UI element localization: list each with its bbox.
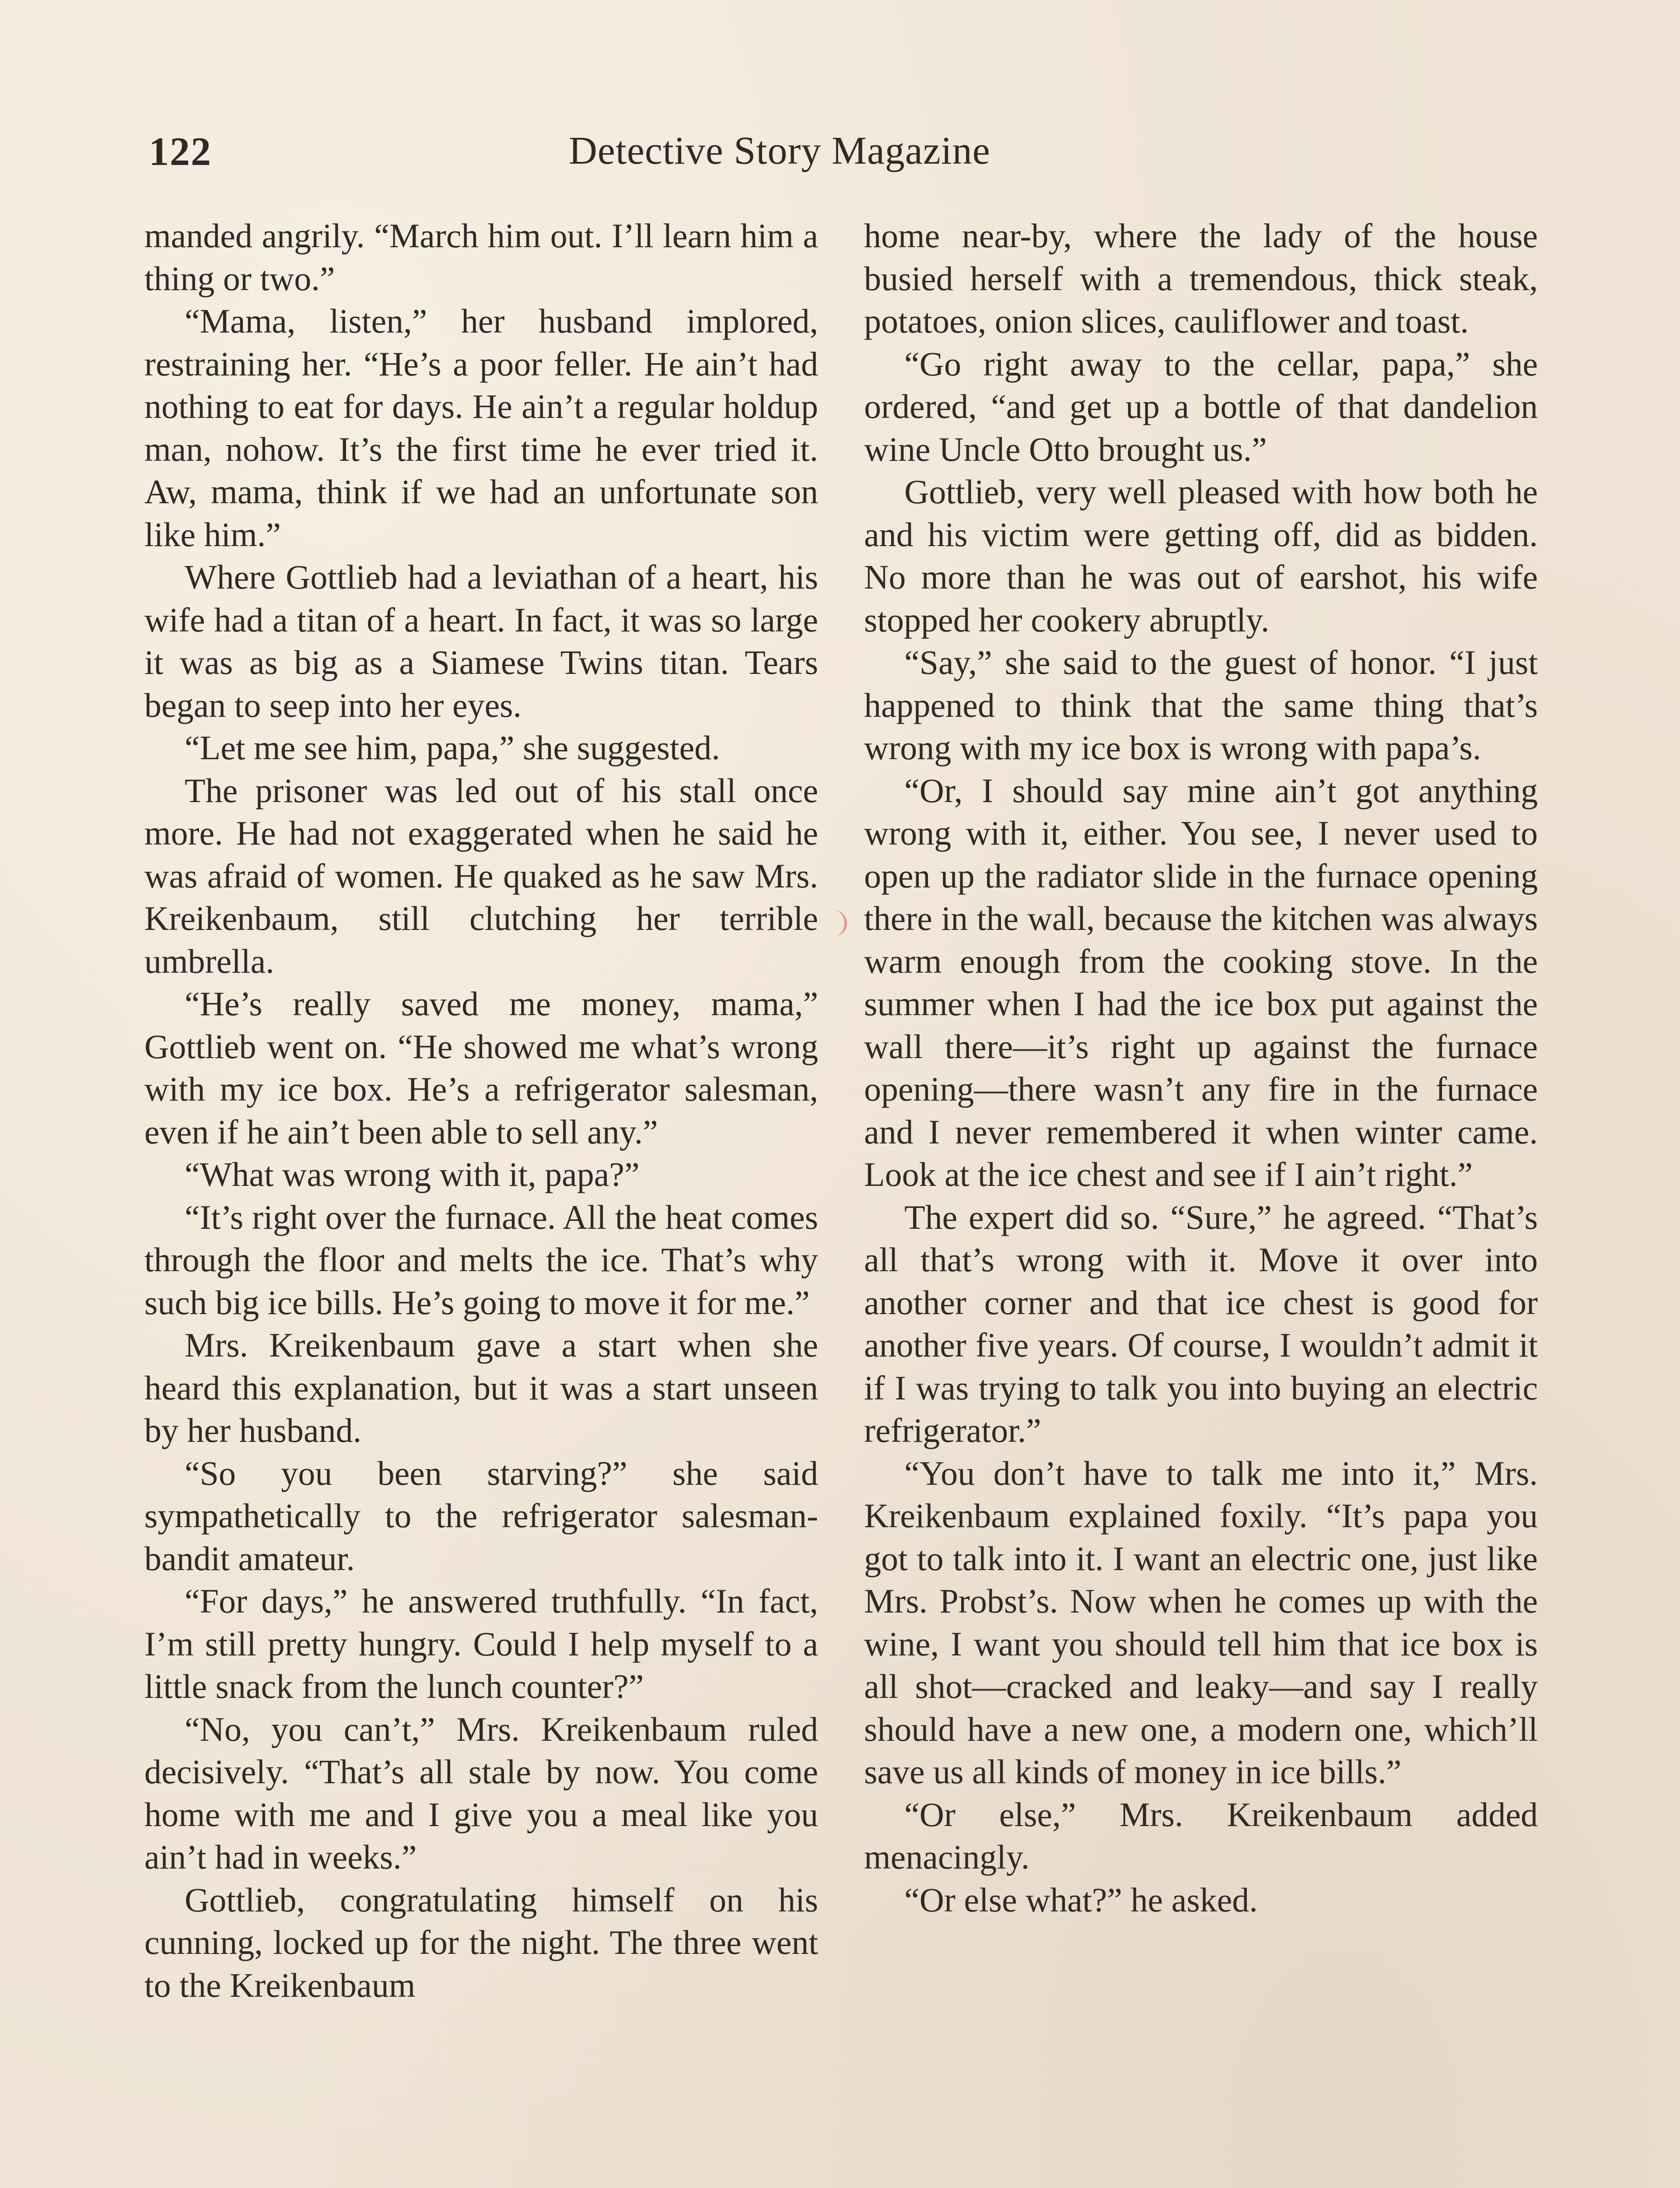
left-column bbox=[144, 214, 818, 2006]
paragraph: The prisoner was led out of his stall once more. He had not exaggerated when he said he was afraid of women. He quaked as he saw Mrs. Kreikenbaum, still clutching her terrible umbrella. bbox=[144, 771, 818, 980]
paragraph: “What was wrong with it, papa?” bbox=[185, 1155, 640, 1193]
paragraph: “So you been starving?” she said sympathetically to the refrigerator salesman-bandit amateur. bbox=[144, 1454, 818, 1578]
right-column bbox=[864, 214, 1538, 1921]
paragraph: Where Gottlieb had a leviathan of a heart, his wife had a titan of a heart. In fact, it was so large it was as big as a Siamese Twins titan. Tears began to seep into her eyes. bbox=[144, 558, 818, 724]
page-number: 122 bbox=[149, 129, 212, 174]
paragraph: Mrs. Kreikenbaum gave a start when she heard this explanation, but it was a start unseen by her husband. bbox=[144, 1326, 818, 1449]
paragraph: “It’s right over the furnace. All the heat comes through the floor and melts the ice. That’s why such big ice bills. He’s going to move it for me.” bbox=[144, 1198, 818, 1322]
paragraph: “Let me see him, papa,” she suggested. bbox=[185, 729, 720, 767]
paragraph: “Say,” she said to the guest of honor. “I just happened to think that the same thing that’s wrong with my ice box is wrong with papa’s. bbox=[864, 643, 1538, 767]
paragraph: “No, you can’t,” Mrs. Kreikenbaum ruled decisively. “That’s all stale by now. You come home with me and I give you a meal like you ain’t had in weeks.” bbox=[144, 1710, 818, 1876]
paragraph: “He’s really saved me money, mama,” Gottlieb went on. “He showed me what’s wrong with my ice box. He’s a refrigerator salesman, even if he ain’t been able to sell any.” bbox=[144, 985, 818, 1151]
running-head: Detective Story Magazine bbox=[569, 129, 990, 172]
ink-mark bbox=[827, 910, 847, 936]
paragraph: “Go right away to the cellar, papa,” she ordered, “and get up a bottle of that dandelion wine Uncle Otto brought us.” bbox=[864, 344, 1538, 468]
paragraph: “You don’t have to talk me into it,” Mrs. Kreikenbaum explained foxily. “It’s papa you got to talk into it. I want an electric one, just like Mrs. Probst’s. Now when he comes up with the wine, I want you should tell him that ice box is all shot—cracked and leaky—and say I really should have a new one, a modern one, which’ll save us all kinds of money in ice bills.” bbox=[864, 1454, 1538, 1791]
paragraph: Gottlieb, congratulating himself on his cunning, locked up for the night. The three went to the Kreikenbaum bbox=[144, 1880, 818, 2004]
paragraph: manded angrily. “March him out. I’ll learn him a thing or two.” bbox=[144, 217, 818, 298]
paragraph: “Mama, listen,” her husband implored, restraining her. “He’s a poor feller. He ain’t had nothing to eat for days. He ain’t a regular holdup man, nohow. It’s the first time he ever tried it. Aw, mama, think if we had an unfortunate son like him.” bbox=[144, 302, 818, 554]
paragraph: The expert did so. “Sure,” he agreed. “That’s all that’s wrong with it. Move it over into another corner and that ice chest is good for another five years. Of course, I wouldn’t admit it if I was trying to talk you into buying an electric refrigerator.” bbox=[864, 1198, 1538, 1449]
paragraph: “Or, I should say mine ain’t got anything wrong with it, either. You see, I never used to open up the radiator slide in the furnace opening there in the wall, because the kitchen was always warm enough from the cooking stove. In the summer when I had the ice box put against the wall there—it’s right up against the furnace opening—there wasn’t any fire in the furnace and I never remembered it when winter came. Look at the ice chest and see if I ain’t right.” bbox=[864, 771, 1538, 1193]
paragraph: “For days,” he answered truthfully. “In fact, I’m still pretty hungry. Could I help myself to a little snack from the lunch counter?” bbox=[144, 1582, 818, 1705]
paragraph: “Or else,” Mrs. Kreikenbaum added menacingly. bbox=[864, 1795, 1538, 1876]
paragraph: Gottlieb, very well pleased with how both he and his victim were getting off, did as bidden. No more than he was out of earshot, his wife stopped her cookery abruptly. bbox=[864, 473, 1538, 639]
paragraph: home near-by, where the lady of the house busied herself with a tremendous, thick steak, potatoes, onion slices, cauliflower and toast. bbox=[864, 217, 1538, 340]
paragraph: “Or else what?” he asked. bbox=[904, 1880, 1258, 1919]
